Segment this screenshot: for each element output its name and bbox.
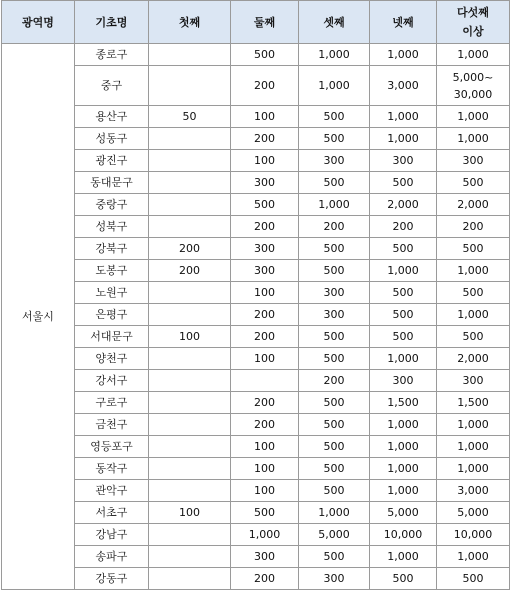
header-second: 둘째 [231, 1, 299, 44]
table-row [2, 458, 510, 480]
third-child-cell: 300 [299, 304, 370, 326]
second-child-cell: 500 [231, 44, 299, 66]
fifth-plus-cell: 500 [437, 326, 510, 348]
fourth-child-cell: 200 [370, 216, 437, 238]
table-row [2, 216, 510, 238]
district-cell: 도봉구 [75, 260, 149, 282]
first-child-cell: 200 [149, 238, 231, 260]
table-row [2, 524, 510, 546]
region-cell: 서울시 [2, 44, 75, 590]
district-cell: 은평구 [75, 304, 149, 326]
district-cell: 서대문구 [75, 326, 149, 348]
first-child-cell [149, 150, 231, 172]
third-child-cell: 500 [299, 260, 370, 282]
first-child-cell [149, 282, 231, 304]
third-child-cell: 500 [299, 436, 370, 458]
table-row [2, 546, 510, 568]
first-child-cell: 100 [149, 326, 231, 348]
table-row [2, 66, 510, 106]
fourth-child-cell: 500 [370, 172, 437, 194]
data-table [1, 0, 510, 590]
second-child-cell: 100 [231, 106, 299, 128]
third-child-cell: 1,000 [299, 194, 370, 216]
second-child-cell: 200 [231, 304, 299, 326]
district-cell: 성동구 [75, 128, 149, 150]
second-child-cell: 1,000 [231, 524, 299, 546]
second-child-cell: 200 [231, 568, 299, 590]
fourth-child-cell: 500 [370, 304, 437, 326]
second-child-cell [231, 370, 299, 392]
header-region: 광역명 [2, 1, 75, 44]
fifth-plus-cell: 1,500 [437, 392, 510, 414]
third-child-cell: 500 [299, 414, 370, 436]
second-child-cell: 300 [231, 172, 299, 194]
table-row [2, 194, 510, 216]
fifth-plus-cell: 1,000 [437, 128, 510, 150]
fifth-plus-cell: 1,000 [437, 436, 510, 458]
fourth-child-cell: 1,000 [370, 480, 437, 502]
fourth-child-cell: 1,000 [370, 458, 437, 480]
fourth-child-cell: 1,000 [370, 348, 437, 370]
second-child-cell: 100 [231, 436, 299, 458]
fourth-child-cell: 500 [370, 568, 437, 590]
third-child-cell: 500 [299, 172, 370, 194]
table-row [2, 502, 510, 524]
table-row [2, 568, 510, 590]
fifth-plus-cell: 2,000 [437, 194, 510, 216]
district-cell: 노원구 [75, 282, 149, 304]
third-child-cell: 500 [299, 326, 370, 348]
district-cell: 양천구 [75, 348, 149, 370]
fifth-plus-cell: 1,000 [437, 414, 510, 436]
table-row [2, 392, 510, 414]
district-cell: 용산구 [75, 106, 149, 128]
fifth-plus-cell: 1,000 [437, 106, 510, 128]
first-child-cell [149, 568, 231, 590]
third-child-cell: 500 [299, 106, 370, 128]
second-child-cell: 200 [231, 414, 299, 436]
district-cell: 송파구 [75, 546, 149, 568]
third-child-cell: 200 [299, 370, 370, 392]
fifth-plus-cell: 3,000 [437, 480, 510, 502]
district-cell: 구로구 [75, 392, 149, 414]
fifth-plus-cell: 200 [437, 216, 510, 238]
second-child-cell: 300 [231, 546, 299, 568]
second-child-cell: 100 [231, 480, 299, 502]
third-child-cell: 500 [299, 546, 370, 568]
header-fifth-plus: 다섯째 이상 [437, 1, 510, 44]
table-row [2, 150, 510, 172]
first-child-cell [149, 216, 231, 238]
first-child-cell [149, 436, 231, 458]
second-child-cell: 200 [231, 66, 299, 106]
header-district: 기초명 [75, 1, 149, 44]
header-first: 첫째 [149, 1, 231, 44]
fifth-plus-cell: 500 [437, 238, 510, 260]
first-child-cell [149, 480, 231, 502]
fifth-plus-cell: 1,000 [437, 546, 510, 568]
district-cell: 강동구 [75, 568, 149, 590]
fifth-plus-cell: 1,000 [437, 260, 510, 282]
fifth-plus-cell: 500 [437, 172, 510, 194]
fourth-child-cell: 10,000 [370, 524, 437, 546]
table-body [2, 44, 510, 590]
third-child-cell: 500 [299, 458, 370, 480]
table-row [2, 44, 510, 66]
third-child-cell: 500 [299, 392, 370, 414]
fourth-child-cell: 500 [370, 238, 437, 260]
fourth-child-cell: 1,000 [370, 546, 437, 568]
fifth-plus-cell: 1,000 [437, 458, 510, 480]
district-cell: 금천구 [75, 414, 149, 436]
fifth-plus-cell: 2,000 [437, 348, 510, 370]
district-cell: 강북구 [75, 238, 149, 260]
first-child-cell [149, 128, 231, 150]
first-child-cell [149, 304, 231, 326]
fourth-child-cell: 1,000 [370, 414, 437, 436]
first-child-cell [149, 194, 231, 216]
table-row [2, 172, 510, 194]
fourth-child-cell: 1,000 [370, 44, 437, 66]
district-cell: 종로구 [75, 44, 149, 66]
fifth-plus-cell: 10,000 [437, 524, 510, 546]
second-child-cell: 100 [231, 282, 299, 304]
second-child-cell: 100 [231, 348, 299, 370]
table-row [2, 370, 510, 392]
first-child-cell [149, 458, 231, 480]
first-child-cell [149, 546, 231, 568]
second-child-cell: 500 [231, 502, 299, 524]
fifth-plus-cell: 500 [437, 568, 510, 590]
fourth-child-cell: 300 [370, 370, 437, 392]
third-child-cell: 200 [299, 216, 370, 238]
first-child-cell [149, 66, 231, 106]
third-child-cell: 5,000 [299, 524, 370, 546]
first-child-cell [149, 348, 231, 370]
header-third: 셋째 [299, 1, 370, 44]
district-cell: 광진구 [75, 150, 149, 172]
first-child-cell [149, 392, 231, 414]
table-row [2, 414, 510, 436]
table-row [2, 348, 510, 370]
second-child-cell: 300 [231, 260, 299, 282]
fifth-plus-cell: 500 [437, 282, 510, 304]
fifth-plus-cell: 5,000 [437, 502, 510, 524]
district-cell: 강서구 [75, 370, 149, 392]
first-child-cell [149, 44, 231, 66]
first-child-cell: 200 [149, 260, 231, 282]
third-child-cell: 500 [299, 348, 370, 370]
third-child-cell: 1,000 [299, 66, 370, 106]
table-row [2, 326, 510, 348]
first-child-cell [149, 172, 231, 194]
second-child-cell: 100 [231, 150, 299, 172]
fifth-plus-cell: 1,000 [437, 304, 510, 326]
district-cell: 중랑구 [75, 194, 149, 216]
district-cell: 동작구 [75, 458, 149, 480]
district-cell: 강남구 [75, 524, 149, 546]
fourth-child-cell: 2,000 [370, 194, 437, 216]
fifth-plus-cell: 5,000~ 30,000 [437, 66, 510, 106]
second-child-cell: 200 [231, 216, 299, 238]
header-fourth: 넷째 [370, 1, 437, 44]
second-child-cell: 200 [231, 326, 299, 348]
second-child-cell: 100 [231, 458, 299, 480]
first-child-cell: 50 [149, 106, 231, 128]
fourth-child-cell: 500 [370, 326, 437, 348]
third-child-cell: 300 [299, 282, 370, 304]
fourth-child-cell: 1,500 [370, 392, 437, 414]
third-child-cell: 300 [299, 568, 370, 590]
fourth-child-cell: 3,000 [370, 66, 437, 106]
fifth-plus-cell: 1,000 [437, 44, 510, 66]
fourth-child-cell: 1,000 [370, 128, 437, 150]
first-child-cell [149, 524, 231, 546]
table-row [2, 260, 510, 282]
header-row [2, 1, 510, 44]
table-row [2, 128, 510, 150]
first-child-cell [149, 414, 231, 436]
district-cell: 중구 [75, 66, 149, 106]
table-row [2, 436, 510, 458]
district-cell: 관악구 [75, 480, 149, 502]
third-child-cell: 500 [299, 238, 370, 260]
fourth-child-cell: 1,000 [370, 436, 437, 458]
fourth-child-cell: 5,000 [370, 502, 437, 524]
fourth-child-cell: 1,000 [370, 106, 437, 128]
district-cell: 영등포구 [75, 436, 149, 458]
fourth-child-cell: 300 [370, 150, 437, 172]
table-row [2, 106, 510, 128]
district-cell: 동대문구 [75, 172, 149, 194]
district-cell: 서초구 [75, 502, 149, 524]
second-child-cell: 500 [231, 194, 299, 216]
third-child-cell: 1,000 [299, 44, 370, 66]
fifth-plus-cell: 300 [437, 150, 510, 172]
table-row [2, 304, 510, 326]
table-row [2, 282, 510, 304]
third-child-cell: 300 [299, 150, 370, 172]
table-row [2, 480, 510, 502]
third-child-cell: 500 [299, 128, 370, 150]
district-cell: 성북구 [75, 216, 149, 238]
fifth-plus-cell: 300 [437, 370, 510, 392]
fourth-child-cell: 1,000 [370, 260, 437, 282]
second-child-cell: 300 [231, 238, 299, 260]
third-child-cell: 500 [299, 480, 370, 502]
fourth-child-cell: 500 [370, 282, 437, 304]
first-child-cell: 100 [149, 502, 231, 524]
second-child-cell: 200 [231, 128, 299, 150]
third-child-cell: 1,000 [299, 502, 370, 524]
table-row [2, 238, 510, 260]
second-child-cell: 200 [231, 392, 299, 414]
first-child-cell [149, 370, 231, 392]
